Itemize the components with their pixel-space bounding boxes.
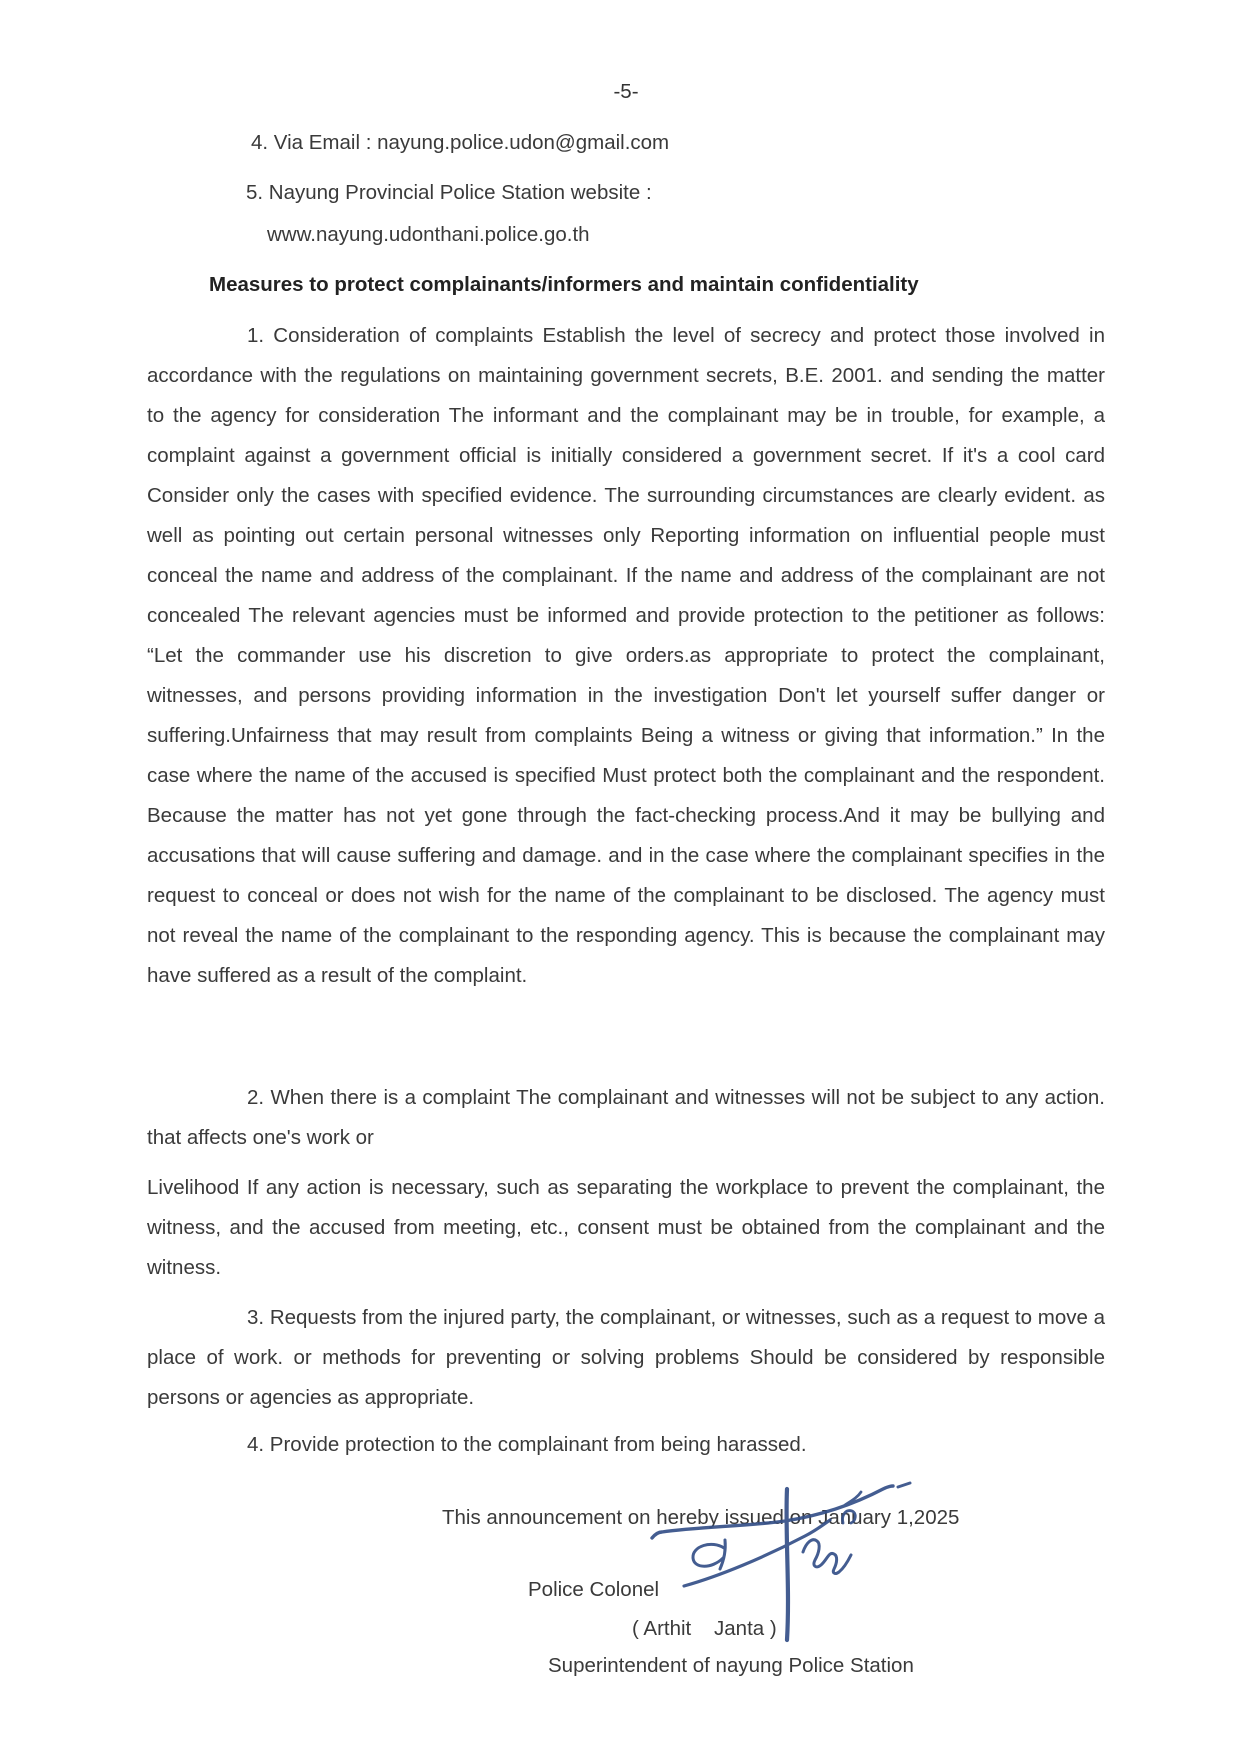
signer-name: ( Arthit Janta ) — [632, 1617, 777, 1640]
paragraph-consideration-of-complaints: 1. Consideration of complaints Establish the level of secrecy and protect those involved in accordance with the regulations on maintaining government secrets, B.E. 2001. and sending the matter to the agency for consideration The informant and the complainant may be in trouble, for example, a complaint against a government official is initially considered a government secret. If it's a cool card Consider only the cases with specified evidence. The surrounding circumstances are clearly evident. as well as pointing out certain personal witnesses only Reporting information on influential people must conceal the name and address of the complainant. If the name and address of the complainant are not concealed The relevant agencies must be informed and provide protection to the petitioner as follows: “Let the commander use his discretion to give orders.as appropriate to protect the complainant, witnesses, and persons providing information in the investigation Don't let yourself suffer danger or suffering.Unfairness that may result from complaints Being a witness or giving that information.” In the case where the name of the accused is specified Must protect both the complainant and the respondent. Because the matter has not yet gone through the fact-checking process.And it may be bullying and accusations that will cause suffering and damage. and in the case where the complainant specifies in the request to conceal or does not wish for the name of the complainant to be disclosed. The agency must not reveal the name of the complainant to the responding agency. This is because the complainant may have suffered as a result of the complaint. — [147, 324, 1105, 987]
issued-line: This announcement on hereby issued on January 1,2025 — [442, 1506, 960, 1529]
paragraph-requests-from-injured-party: 3. Requests from the injured party, the complainant, or witnesses, such as a request to move a place of work. or methods for preventing or solving problems Should be considered by responsible persons or agencies as appropriate. — [147, 1306, 1105, 1409]
signature-stroke — [898, 1483, 910, 1487]
paragraph-livelihood: Livelihood If any action is necessary, such as separating the workplace to prevent the complainant, the witness, and the accused from meeting, etc., consent must be obtained from the complainant and the witness. — [147, 1176, 1105, 1279]
contact-item-website: 5. Nayung Provincial Police Station website : — [246, 181, 652, 204]
paragraph-when-there-is-a-complaint: 2. When there is a complaint The complainant and witnesses will not be subject to any action. that affects one's work or — [147, 1086, 1105, 1149]
signer-title: Superintendent of nayung Police Station — [548, 1654, 914, 1677]
page-number: -5- — [613, 80, 639, 103]
signature-stroke — [787, 1489, 788, 1640]
signature-stroke — [652, 1486, 893, 1538]
website-url: www.nayung.udonthani.police.go.th — [267, 223, 590, 246]
signature-stroke — [693, 1540, 725, 1569]
signature-stroke — [843, 1492, 861, 1523]
contact-item-email: 4. Via Email : nayung.police.udon@gmail.com — [251, 131, 670, 154]
paragraph-provide-protection: 4. Provide protection to the complainant from being harassed. — [247, 1433, 807, 1456]
page-content — [147, 0, 1105, 1755]
section-heading: Measures to protect complainants/informers and maintain confidentiality — [209, 273, 919, 296]
signature-ink — [640, 1480, 920, 1650]
rank-label: Police Colonel — [528, 1578, 660, 1601]
signature-stroke — [684, 1520, 830, 1586]
signature-stroke — [803, 1540, 851, 1574]
